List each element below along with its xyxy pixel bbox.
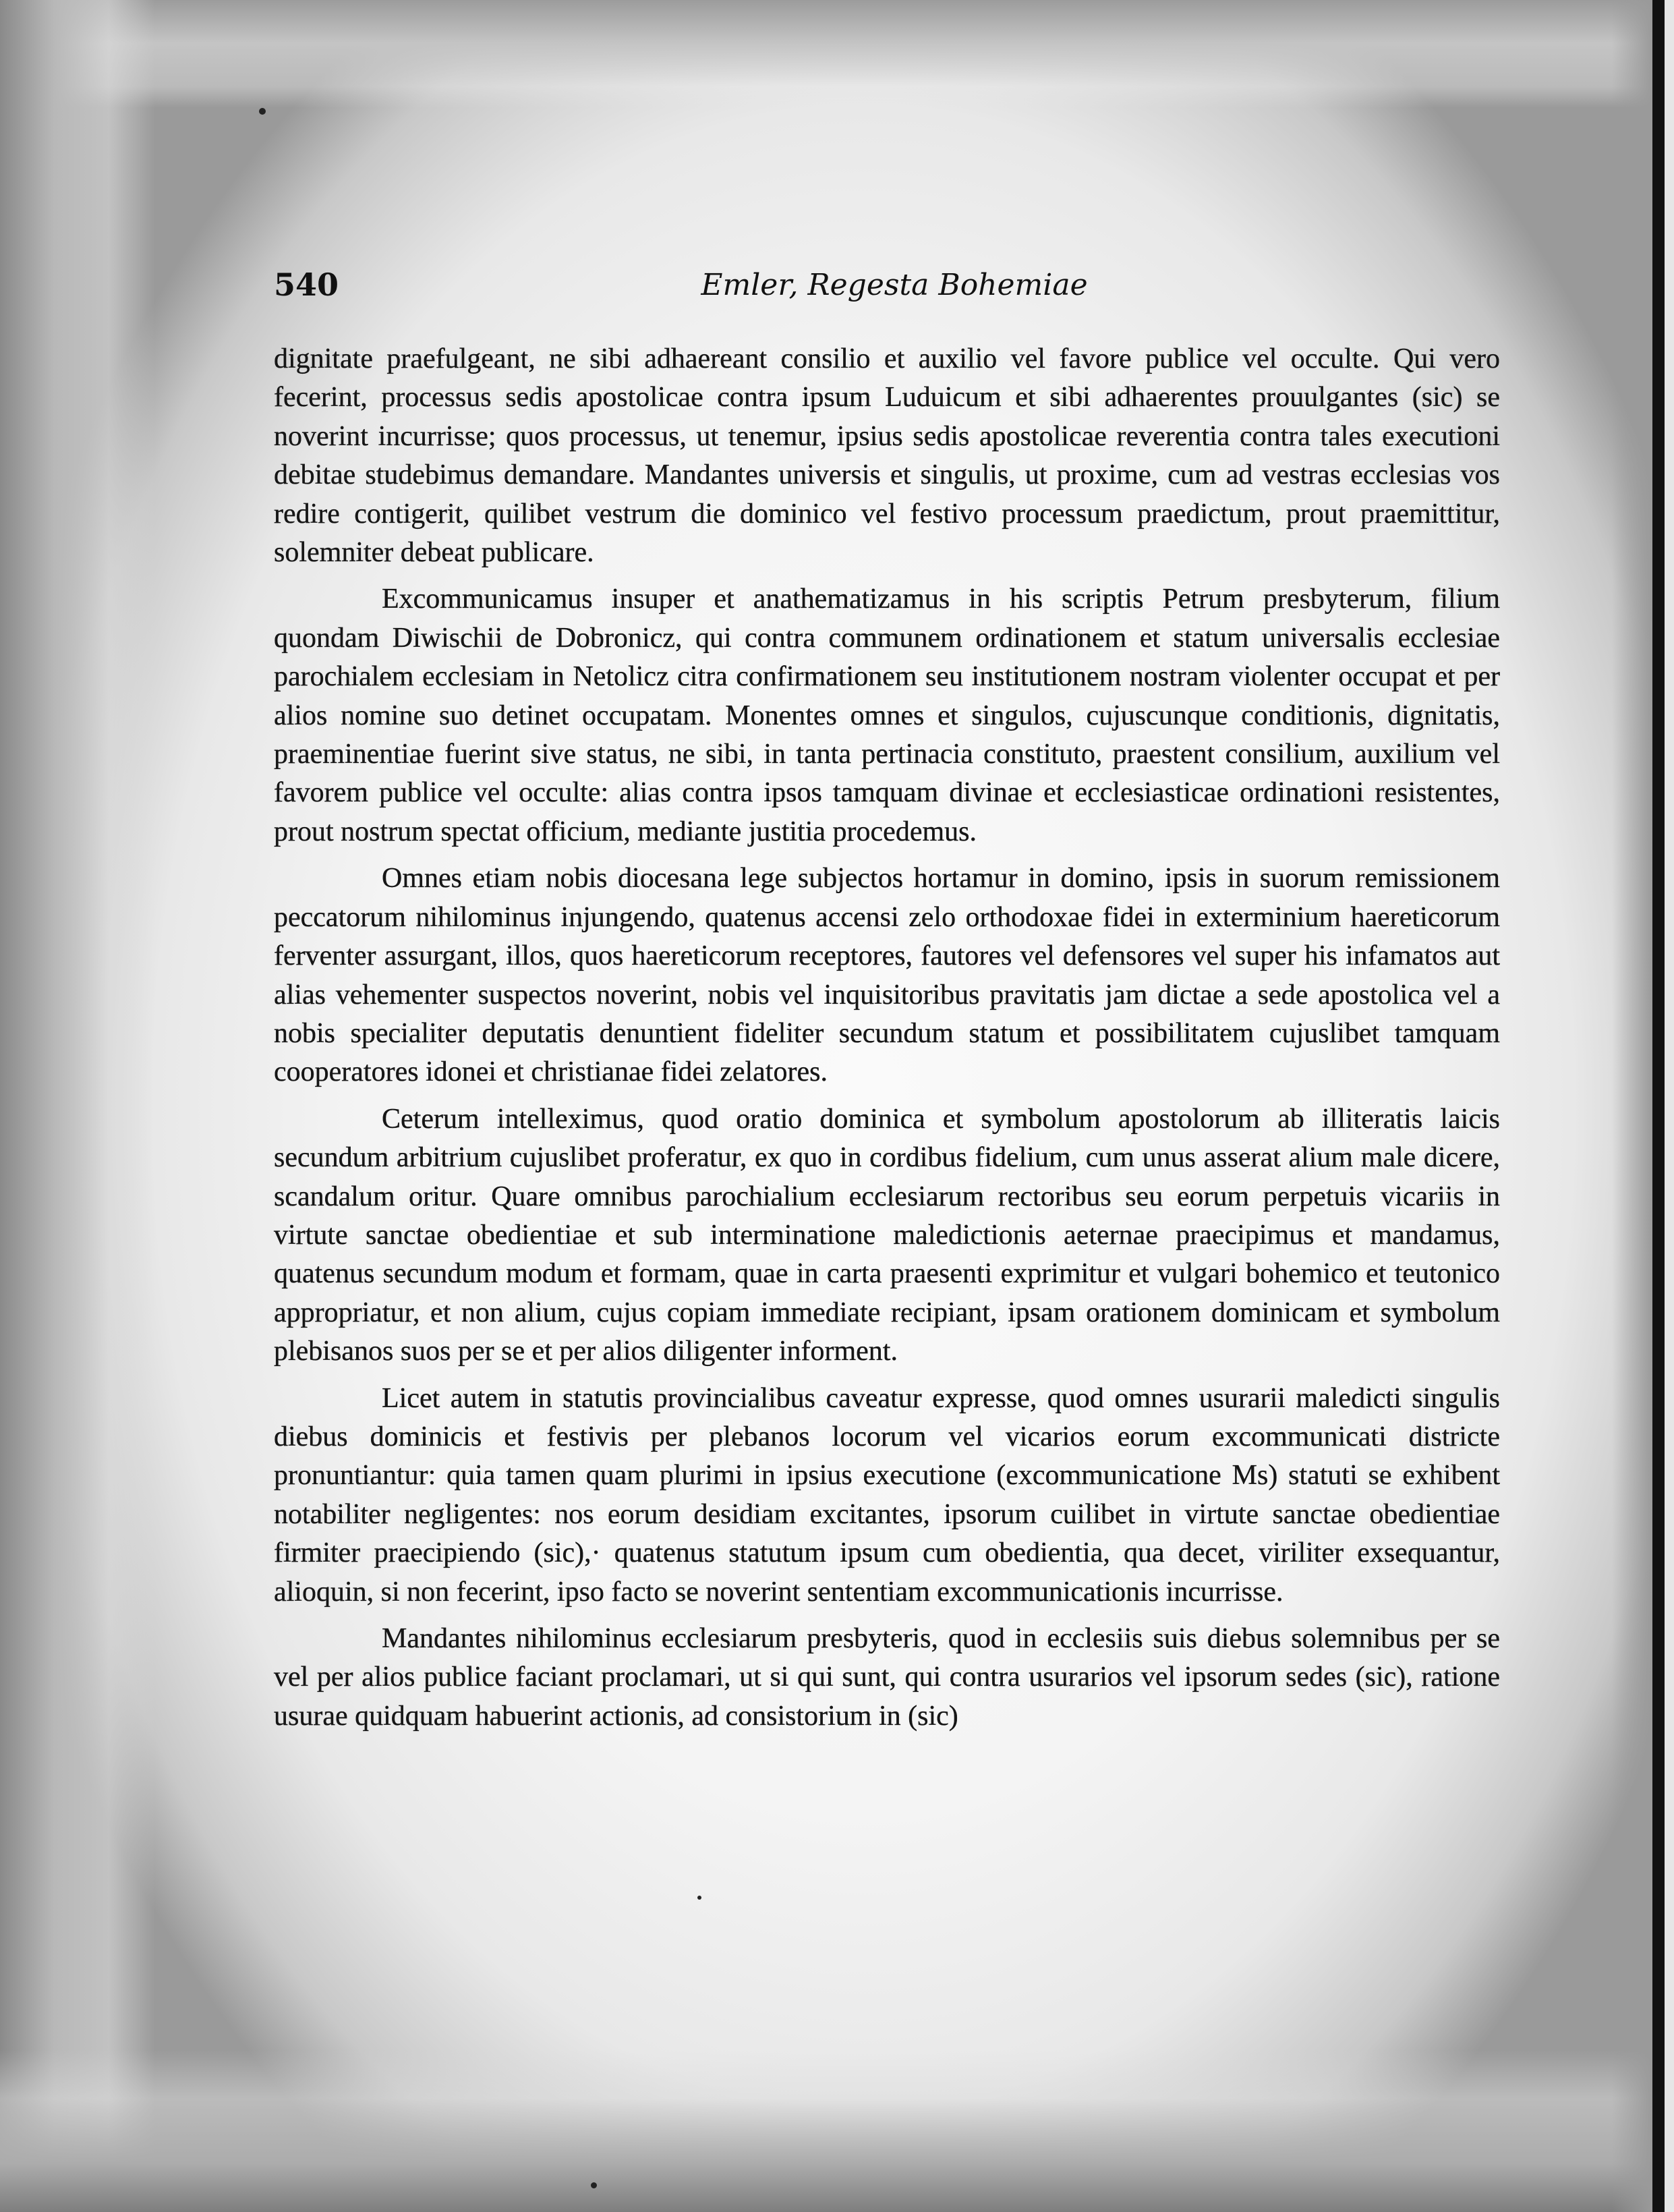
paragraph: Ceterum intelleximus, quod oratio dominica et symbolum apostolorum ab illiteratis laicis secundum arbitrium cujuslibet proferatur, ex quo in cordibus fidelium, cum unus asserat alium male dicere, scandalum oritur. Quare omnibus parochialium ecclesiarum rectoribus seu eorum perpetuis vicariis in virtute sanctae obedientiae et sub interminatione maledictionis aeternae praecipimus et mandamus, quatenus secundum modum et formam, quae in carta praesenti exprimitur et vulgari bohemico et teutonico appropriatur, et non alium, cujus copiam immediate recipiant, ipsam orationem dominicam et symbolum plebisanos suos per se et per alios diligenter informent. (274, 1103, 1500, 1367)
paragraph: Mandantes nihilominus ecclesiarum presbyteris, quod in ecclesiis suis diebus solemnibus per se vel per alios publice faciant proclamari, ut si qui sunt, qui contra usurarios vel ipsorum sedes (sic), ratione usurae quidquam habuerint actionis, ad consistorium in (sic) (274, 1623, 1500, 1732)
paragraph: Excommunicamus insuper et anathematizamus in his scriptis Petrum presbyterum, filium quondam Diwischii de Dobronicz, qui contra communem ordinationem et statum universalis ecclesiae parochialem ecclesiam in Netolicz citra confirmationem seu institutionem nostram violenter occupat et per alios nomine suo detinet occupatam. Monentes omnes et singulos, cujuscunque conditionis, dignitatis, praeminentiae fuerint sive status, ne sibi, in tanta pertinacia constituto, praestent consilium, auxilium vel favorem publice vel occulte: alias contra ipsos tamquam divinae et ecclesiasticae ordinationi resistentes, prout nostrum spectat officium, mediante justitia procedemus. (274, 584, 1500, 847)
scan-edge-bar (1652, 0, 1665, 2212)
scan-shadow-left (0, 0, 155, 2212)
paragraph: dignitate praefulgeant, ne sibi adhaereant consilio et auxilio vel favore publice vel occulte. Qui vero fecerint, processus sedis apostolicae contra ipsum Luduicum et sibi adhaerentes prouulgantes (sic) se noverint incurrisse; quos processus, ut tenemur, ipsius sedis apostolicae reverentia contra tales executioni debitae studebimus demandare. Mandantes universis et singulis, ut proxime, cum ad vestras ecclesias vos redire contigerit, quilibet vestrum die dominico vel festivo processum praedictum, prout praemittitur, solemniter debeat publicare. (274, 343, 1500, 569)
scan-shadow-top (0, 0, 1674, 108)
scan-speck (259, 108, 266, 115)
page-header (274, 266, 1515, 314)
body-text (274, 340, 1500, 1744)
paragraph: Omnes etiam nobis diocesana lege subjectos hortamur in domino, ipsis in suorum remissionem peccatorum nihilominus injungendo, quatenus accensi zelo orthodoxae fidei in exterminium haereticorum ferventer assurgant, illos, quos haereticorum receptores, fautores vel defensores vel super his infamatos aut alias vehementer suspectos noverint, nobis vel inquisitoribus pravitatis jam dictae a sede apostolica vel a nobis specialiter deputatis denuntient fideliter secundum statum et possibilitatem cujuslibet tamquam cooperatores idonei et christianae fidei zelatores. (274, 863, 1500, 1088)
scan-edge-margin (1665, 0, 1674, 2212)
scan-speck (591, 2182, 597, 2188)
paragraph: Licet autem in statutis provincialibus caveatur expresse, quod omnes usurarii maledicti singulis diebus dominicis et festivis per plebanos locorum vel vicarios eorum excommunicati districte pronuntiantur: quia tamen quam plurimi in ipsius executione (excommunicatione Ms) statuti se exhibent notabiliter negligentes: nos eorum desidiam excitantes, ipsorum cuilibet in virtute sanctae obedientiae firmiter praecipiendo (sic),· quatenus statutum ipsum cum obedientia, qua decet, viriliter exsequantur, alioquin, si non fecerint, ipso facto se noverint sententiam excommunicationis incurrisse. (274, 1382, 1500, 1608)
scan-shadow-right (1612, 0, 1652, 2212)
running-title: Emler, Regesta Bohemiae (701, 268, 1088, 302)
scan-shadow-bottom (0, 2050, 1674, 2212)
scan-speck (697, 1896, 701, 1900)
page-number: 540 (274, 266, 339, 303)
